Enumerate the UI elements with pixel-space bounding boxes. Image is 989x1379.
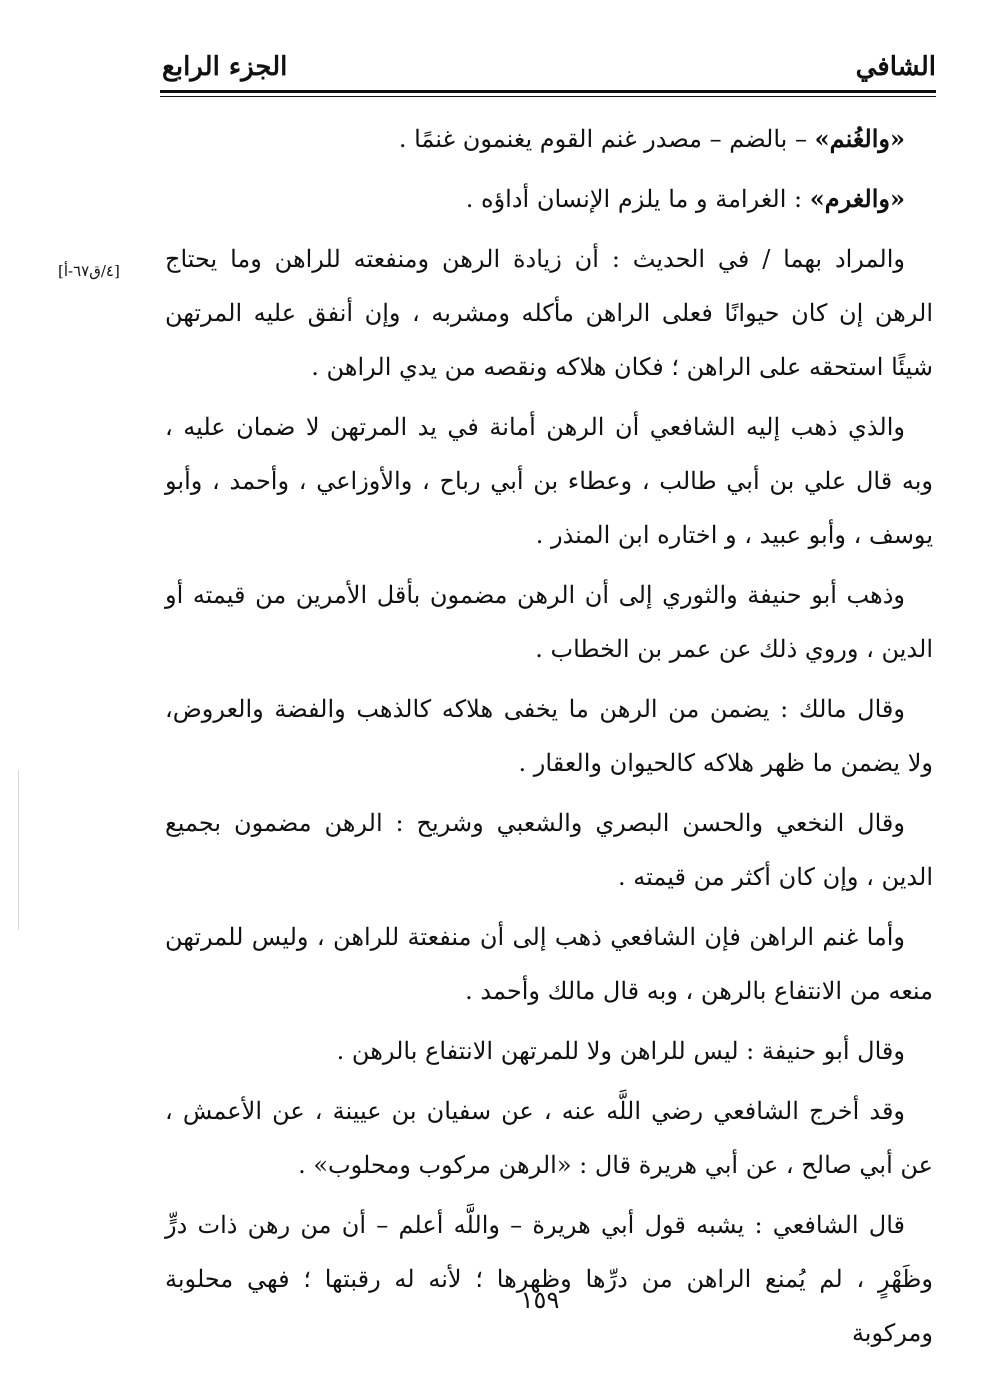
defined-term: «والغُنم» (814, 124, 905, 153)
paragraph: وذهب أبو حنيفة والثوري إلى أن الرهن مضمون بأقل الأمرين من قيمته أو الدين ، وروي ذلك عن عمر بن الخطاب . (165, 581, 933, 663)
paragraph: وأما غنم الراهن فإن الشافعي ذهب إلى أن منفعتة للراهن ، وليس للمرتهن منعه من الانتفاع بالرهن ، وبه قال مالك وأحمد . (165, 923, 933, 1005)
header-rule-thick (160, 90, 936, 93)
definition-text: : الغرامة و ما يلزم الإنسان أداؤه . (465, 185, 810, 213)
definition-paragraph (165, 112, 933, 166)
paragraph: قال الشافعي : يشبه قول أبي هريرة – واللَّه أعلم – أن من رهن ذات درٍّ وظَهْرٍ ، لم يُمنع الراهن من درِّها وظهرها ؛ لأنه له رقبتها ؛ فهي محلوبة ومركوبة (165, 1211, 933, 1347)
definition-text: – بالضم – مصدر غنم القوم يغنمون غنمًا . (398, 125, 815, 153)
body-text (165, 112, 933, 1366)
page-number: ١٥٩ (520, 1286, 560, 1314)
header-rule-thin (160, 96, 936, 97)
paragraph: والذي ذهب إليه الشافعي أن الرهن أمانة في يد المرتهن لا ضمان عليه ، وبه قال علي بن أبي طالب ، وعطاء بن أبي رباح ، والأوزاعي ، وأحمد ، وأبو يوسف ، وأبو عبيد ، و اختاره ابن المنذر . (165, 413, 933, 549)
paragraph: وقال مالك : يضمن من الرهن ما يخفى هلاكه كالذهب والفضة والعروض، ولا يضمن ما ظهر هلاكه كالحيوان والعقار . (165, 695, 933, 777)
definition-paragraph (165, 172, 933, 226)
paragraph: وقد أخرج الشافعي رضي اللَّه عنه ، عن سفيان بن عيينة ، عن الأعمش ، عن أبي صالح ، عن أبي هريرة قال : «الرهن مركوب ومحلوب» . (165, 1097, 933, 1179)
manuscript-folio-reference: [٤/ق٦٧-أ] (58, 262, 120, 280)
book-title: الشافي (855, 52, 936, 82)
defined-term: «والغرم» (809, 184, 905, 213)
part-title: الجزء الرابع (162, 52, 288, 82)
scan-edge-mark (18, 770, 19, 930)
paragraph: وقال النخعي والحسن البصري والشعبي وشريح : الرهن مضمون بجميع الدين ، وإن كان أكثر من قيمته . (165, 809, 933, 891)
paragraph: وقال أبو حنيفة : ليس للراهن ولا للمرتهن الانتفاع بالرهن . (336, 1037, 905, 1065)
paragraph: والمراد بهما / في الحديث : أن زيادة الرهن ومنفعته للراهن وما يحتاج الرهن إن كان حيوانًا فعلى الراهن مأكله ومشربه ، وإن أنفق عليه المرتهن شيئًا استحقه على الراهن ؛ فكان هلاكه ونقصه من يدي الراهن . (165, 245, 933, 381)
running-header (160, 44, 936, 88)
